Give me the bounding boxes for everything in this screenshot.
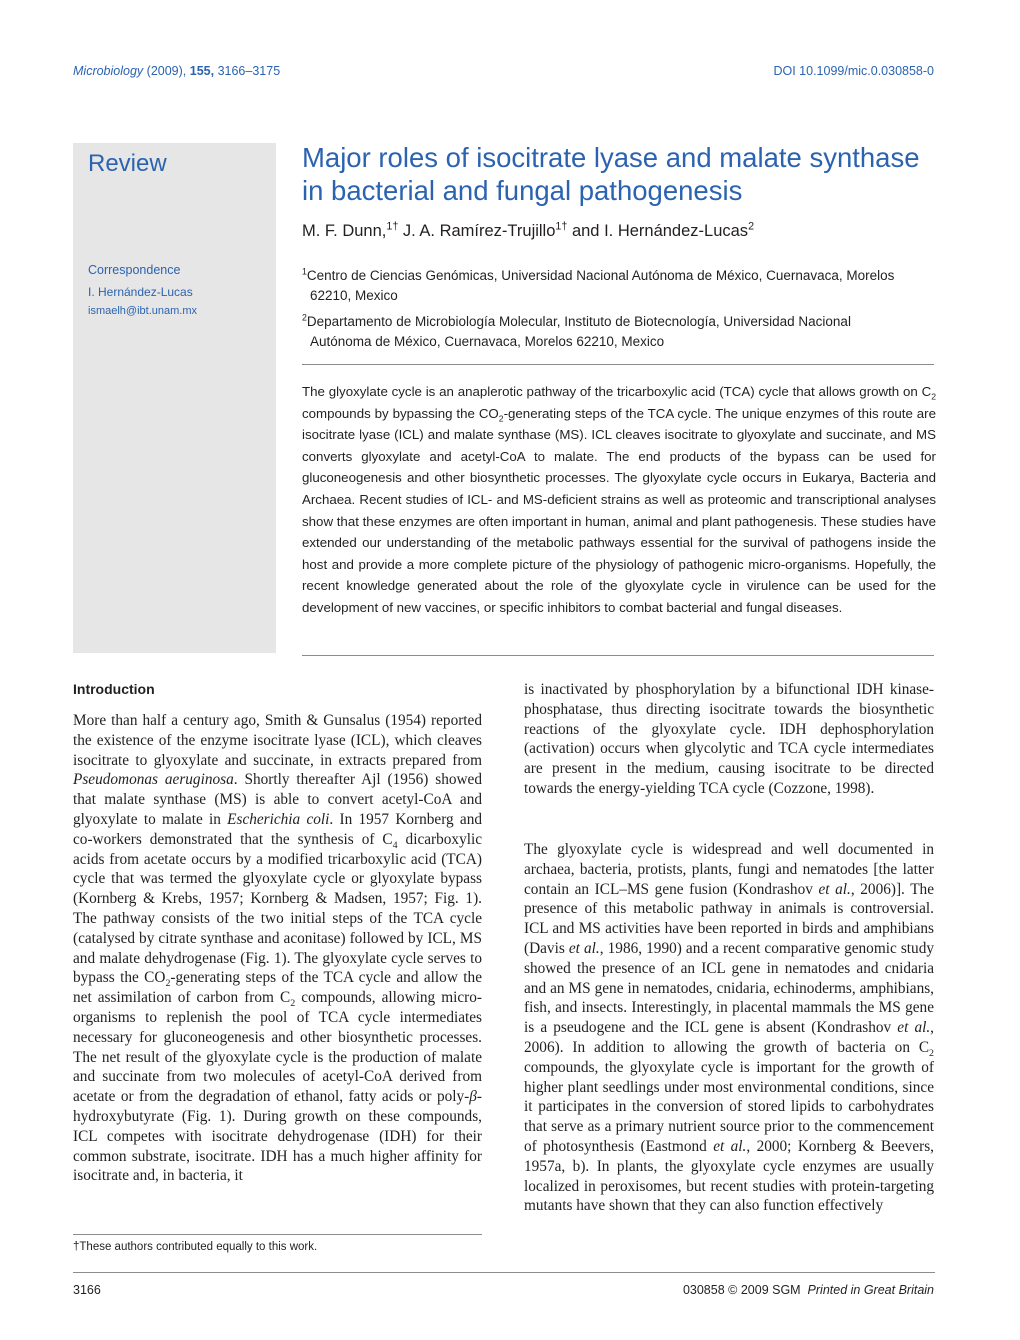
correspondence-label: Correspondence — [88, 263, 181, 277]
title-line: Major roles of isocitrate lyase and malate synthase — [302, 142, 920, 173]
title-line: in bacterial and fungal pathogenesis — [302, 175, 743, 206]
footnote-divider — [73, 1234, 482, 1235]
sidebar-panel — [73, 143, 276, 653]
correspondence-name: I. Hernández-Lucas — [88, 285, 193, 299]
printed-note: Printed in Great Britain — [807, 1283, 934, 1297]
doi-label: DOI — [773, 64, 796, 78]
journal-volume: 155, — [189, 64, 215, 78]
divider — [302, 655, 934, 656]
abstract: The glyoxylate cycle is an anaplerotic pathway of the tricarboxylic acid (TCA) cycle that allows growth on $C_2$ compounds by bypassing the $CO_2$-generating steps of the TCA cycle. The unique enzymes of this route are isocitrate lyase (ICL) and malate synthase (MS). ICL cleaves isocitrate to glyoxylate and succinate, and MS converts glyoxylate and acetyl-CoA to malate. The end products of the bypass can be used for gluconeogenesis and other biosynthetic processes. The glyoxylate cycle occurs in Eukarya, Bacteria and Archaea. Recent studies of ICL- and MS-deficient strains as well as proteomic and transcriptional analyses show that these enzymes are often important in human, animal and plant pathogenesis. These studies have extended our understanding of the metabolic pathways essential for the survival of pathogens inside the host and provide a more complete picture of the physiology of pathogenic micro-organisms. Hopefully, the recent knowledge generated about the role of the glyoxylate cycle in virulence can be used for the development of new vaccines, or specific inhibitors to combat bacterial and fungal diseases. — [302, 384, 936, 615]
journal-name: Microbiology — [73, 64, 144, 78]
journal-pages: 3166–3175 — [217, 64, 281, 78]
footer-divider — [73, 1272, 935, 1273]
body-paragraph: The glyoxylate cycle is widespread and well documented in archaea, bacteria, protists, plants, fungi and nematodes [the latter contain an ICL–MS gene fusion (Kondrashov et al., 2006)]. The presence of this metabolic pathway in animals is controversial. ICL and MS activities have been reported in birds and amphibians (Davis et al., 1986, 1990) and a recent comparative genomic study showed the presence of an ICL gene in nematodes and cnidaria and an MS gene in nematodes, cnidaria, echinoderms, amphibians, fish, and insects. Interestingly, in placental mammals the MS gene is a pseudogene and the ICL gene is absent (Kondrashov et al., 2006). In addition to allowing the growth of bacteria on $C_2$ compounds, the glyoxylate cycle is important for the growth of higher plant seedlings under most environmental conditions, since it participates in the conversion of stored lipids to carbohydrates that serve as a primary nutrient source prior to the commencement of photosynthesis (Eastmond et al., 2000; Kornberg & Beevers, 1957a, b). In plants, the glyoxylate cycle enzymes are usually localized in peroxisomes, but recent studies with protein-targeting mutants have shown that they can also function effectively — [524, 841, 934, 1215]
author: I. Hernández-Lucas — [604, 222, 749, 240]
copyright: © 2009 SGM — [728, 1283, 801, 1297]
body-paragraph: is inactivated by phosphorylation by a bifunctional IDH kinase-phosphatase, thus directing isocitrate towards the biosynthetic reactions of the glyoxylate cycle. IDH dephosphorylation (activation) occurs when glycolytic and TCA cycle intermediates are present in the medium, causing isocitrate to be directed towards the energy-yielding TCA cycle (Cozzone, 1998). — [524, 681, 934, 797]
footer-info — [683, 1283, 934, 1297]
journal-year: (2009), — [146, 64, 187, 78]
author: J. A. Ramírez-Trujillo — [402, 222, 556, 240]
author-conjunction: and — [571, 222, 600, 240]
correspondence-email[interactable]: ismaelh@ibt.unam.mx — [88, 305, 197, 317]
article-title — [302, 141, 942, 207]
affiliation-text: 62210, Mexico — [310, 288, 398, 303]
affiliation-text: Autónoma de México, Cuernavaca, Morelos 62210, Mexico — [310, 334, 665, 349]
affiliation — [302, 312, 942, 352]
affiliation-text: Centro de Ciencias Genómicas, Universidad Nacional Autónoma de México, Cuernavaca, Morelos — [306, 268, 895, 283]
divider — [302, 364, 934, 365]
affiliation-text: Departamento de Microbiología Molecular, Instituto de Biotecnología, Universidad Nacional — [306, 314, 851, 329]
footnote: †These authors contributed equally to this work. — [73, 1241, 318, 1253]
section-label: Review — [88, 150, 167, 177]
section-heading: Introduction — [73, 681, 155, 697]
page-number: 3166 — [73, 1283, 101, 1297]
author-mark: 1† — [555, 220, 568, 233]
affiliation — [302, 266, 942, 306]
body-paragraph: More than half a century ago, Smith & Gunsalus (1954) reported the existence of the enzyme isocitrate lyase (ICL), which cleaves isocitrate to glyoxylate and succinate, in extracts prepared from Pseudomonas aeruginosa. Shortly thereafter Ajl (1956) showed that malate synthase (MS) is able to convert acetyl-CoA and glyoxylate to malate in Escherichia coli. In 1957 Kornberg and co-workers demonstrated that the synthesis of $C_4$ dicarboxylic acids from acetate occurs by a modified tricarboxylic acid (TCA) cycle that was termed the glyoxylate cycle or glyoxylate bypass (Kornberg & Krebs, 1957; Kornberg & Madsen, 1957; Fig. 1). The pathway consists of the two initial steps of the TCA cycle (catalysed by citrate synthase and aconitase) followed by ICL, MS and malate dehydrogenase (Fig. 1). The glyoxylate cycle serves to bypass the $CO_2$-generating steps of the TCA cycle and allow the net assimilation of carbon from $C_2$ compounds, allowing micro-organisms to replenish the pool of TCA cycle intermediates necessary for gluconeogenesis and other biosynthetic processes. The net result of the glyoxylate cycle is the production of malate and succinate from two molecules of acetyl-CoA derived from acetate or from the degradation of ethanol, fatty acids or poly-β-hydroxybutyrate (Fig. 1). During growth on these compounds, ICL competes with isocitrate dehydrogenase (IDH) for their common substrate, isocitrate. IDH has a much higher affinity for isocitrate and, in bacteria, it — [73, 712, 483, 1185]
affiliation-number: 1 — [302, 266, 307, 277]
author: M. F. Dunn, — [302, 222, 387, 240]
author-mark: 1† — [386, 220, 399, 233]
author-mark: 2 — [748, 220, 755, 233]
doi-link[interactable]: 10.1099/mic.0.030858-0 — [799, 64, 934, 78]
doi — [773, 64, 934, 78]
affiliation-number: 2 — [302, 312, 307, 323]
article-code: 030858 — [682, 1283, 725, 1297]
author-list — [302, 222, 754, 241]
journal-citation — [73, 64, 280, 78]
